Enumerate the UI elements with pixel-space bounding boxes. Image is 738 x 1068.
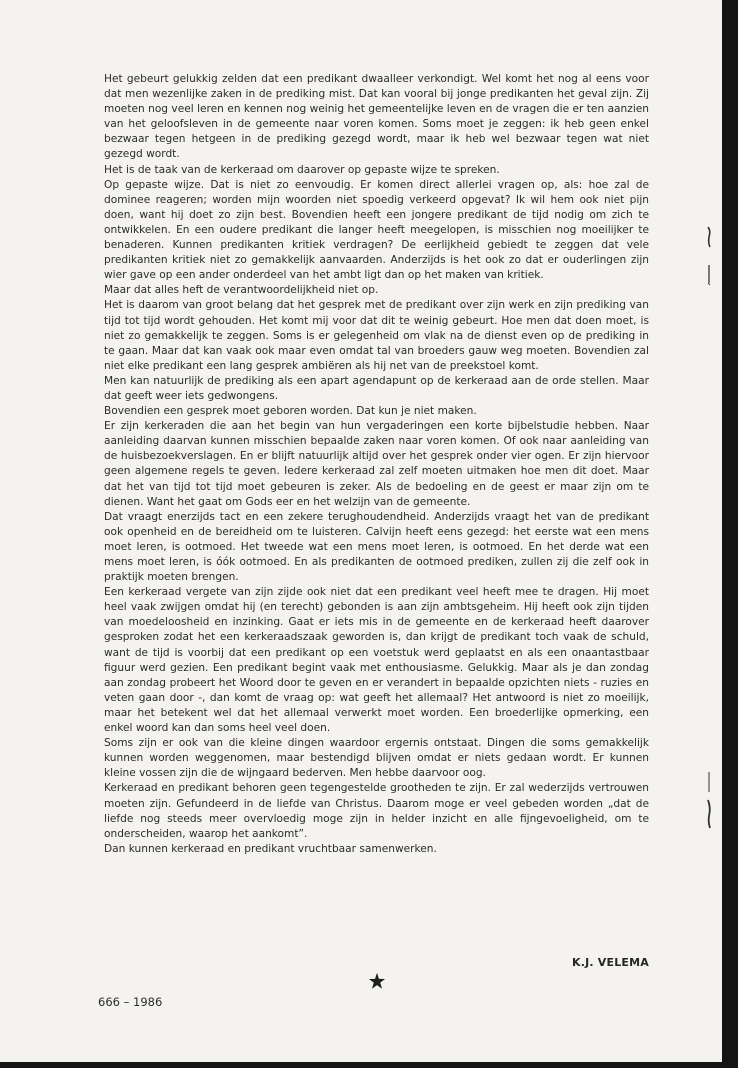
paragraph-3: Op gepaste wijze. Dat is niet zo eenvoudig. Er komen direct allerlei vragen op, als: hoe zal de dominee reageren; worden mijn woorden niet spoedig verkeerd opgevat? Ik wil hem ook niet pijn doen, want hij doet zo zijn best. Bovendien heeft een jongere predikant de tijd nodig om zich te ontwikkelen. En een oudere predikant die langer heeft meegelopen, is misschien nog moeilijker te benaderen. Kunnen predikanten kritiek verdragen? De eerlijkheid gebiedt te zeggen dat vele predikanten kritiek niet zo gemakkelijk aanvaarden. Anderzijds is het ook zo dat er ouderlingen zijn wier gave op een ander onderdeel van het ambt ligt dan op het maken van kritiek. xyxy=(104,178,649,282)
paragraph-12: Kerkeraad en predikant behoren geen tegengestelde grootheden te zijn. Er zal wederzijds vertrouwen moeten zijn. Gefundeerd in de liefde van Christus. Daarom moge er veel gebeden worden „dat de liefde nog steeds meer overvloedig moge zijn in helder inzicht en alle fijngevoeligheid, om te onderscheiden, waarop het aankomt”. xyxy=(104,782,649,840)
paragraph-4: Maar dat alles heft de verantwoordelijkheid niet op. xyxy=(104,284,379,297)
article-body xyxy=(104,72,649,857)
page-number: 666 – 1986 xyxy=(98,995,163,1009)
paragraph-7: Bovendien een gesprek moet geboren worden. Dat kun je niet maken. xyxy=(104,405,477,418)
paragraph-9: Dat vraagt enerzijds tact en een zekere terughoudendheid. Anderzijds vraagt het van de predikant ook openheid en de bereidheid om te luisteren. Calvijn heeft eens gezegd: het eerste wat een mens moet leren, is ootmoed. Het tweede wat een mens moet leren, is ootmoed. En het derde wat een mens moet leren, is óók ootmoed. En als predikanten de ootmoed prediken, zullen zij die zelf ook in praktijk moeten brengen. xyxy=(104,510,649,584)
paragraph-6: Men kan natuurlijk de prediking als een apart agendapunt op de kerkeraad aan de orde stellen. Maar dat geeft weer iets gedwongens. xyxy=(104,374,649,402)
scan-edge-bottom xyxy=(0,1062,738,1068)
paragraph-11: Soms zijn er ook van die kleine dingen waardoor ergernis ontstaat. Dingen die soms gemakkelijk kunnen worden weggenomen, maar bestendigd blijven omdat er niets gedaan wordt. Er kunnen kleine vossen zijn die de wijngaard bederven. Men hebbe daarvoor oog. xyxy=(104,737,649,780)
scan-edge-right xyxy=(722,0,738,1068)
scan-binding-mark-icon xyxy=(704,225,714,287)
paragraph-5: Het is daarom van groot belang dat het gesprek met de predikant over zijn werk en zijn prediking van tijd tot tijd wordt gehouden. Het komt mij voor dat dit te weinig gebeurt. Hoe men dat doen moet, is niet zo gemakkelijk te zeggen. Soms is er gelegenheid om vlak na de dienst even op de prediking in te gaan. Maar dat kan vaak ook maar even omdat tal van broeders gauw weg moeten. Bovendien zal niet elke predikant een lang gesprek ambiëren als hij net van de preekstoel komt. xyxy=(104,299,649,372)
paragraph-13: Dan kunnen kerkeraad en predikant vruchtbaar samenwerken. xyxy=(104,842,437,855)
scan-binding-mark-icon xyxy=(704,770,714,832)
paragraph-2: Het is de taak van de kerkeraad om daarover op gepaste wijze te spreken. xyxy=(104,163,500,176)
paragraph-1: Het gebeurt gelukkig zelden dat een predikant dwaalleer verkondigt. Wel komt het nog al eens voor dat men wezenlijke zaken in de prediking mist. Dat kan vooral bij jonge predikanten het geval zijn. Zij moeten nog veel leren en kennen nog weinig het gemeentelijke leven en de vragen die er ten aanzien van het geloofsleven in de gemeente naar voren komen. Soms moet je zeggen: ik heb geen enkel bezwaar tegen hetgeen in de prediking gezegd wordt, maar ik heb wel bezwaar tegen wat niet gezegd wordt. xyxy=(104,73,649,161)
paragraph-10: Een kerkeraad vergete van zijn zijde ook niet dat een predikant veel heeft mee te dragen. Hij moet heel vaak zwijgen omdat hij (en terecht) gebonden is aan zijn ambtsgeheim. Hij heeft ook zijn tijden van moedeloosheid en inzinking. Gaat er iets mis in de gemeente en de kerkeraad heeft daarover gesproken zodat het een kerkeraadszaak geworden is, dan krijgt de predikant toch vaak de schuld, want de tijd is voorbij dat een predikant op een voetstuk werd geplaatst en als een onaantastbaar figuur werd gezien. Een predikant begint vaak met enthousiasme. Gelukkig. Maar als je dan zondag aan zondag probeert het Woord door te geven en er verandert in bepaalde opzichten niets - ruzies en veten gaan door -, dan komt de vraag op: wat geeft het allemaal? Het antwoord is niet zo moeilijk, maar het betekent wel dat het allemaal verwerkt moet worden. Een broederlijke opmerking, een enkel woord kan dan soms heel veel doen. xyxy=(104,586,649,735)
star-ornament-icon xyxy=(368,972,386,990)
paragraph-8: Er zijn kerkeraden die aan het begin van hun vergaderingen een korte bijbelstudie hebben. Naar aanleiding daarvan kunnen misschien bepaalde zaken naar voren komen. Of ook naar aanleiding van de huisbezoekverslagen. En er blijft natuurlijk altijd over het gesprek onder vier ogen. Er zijn hiervoor geen algemene regels te geven. Iedere kerkeraad zal zelf moeten uitmaken hoe men dit doet. Maar dat het van tijd tot tijd moet gebeuren is zeker. Als de bedoeling en de geest er maar zijn om te dienen. Want het gaat om Gods eer en het welzijn van de gemeente. xyxy=(104,420,649,508)
author-signature: K.J. VELEMA xyxy=(571,956,649,969)
